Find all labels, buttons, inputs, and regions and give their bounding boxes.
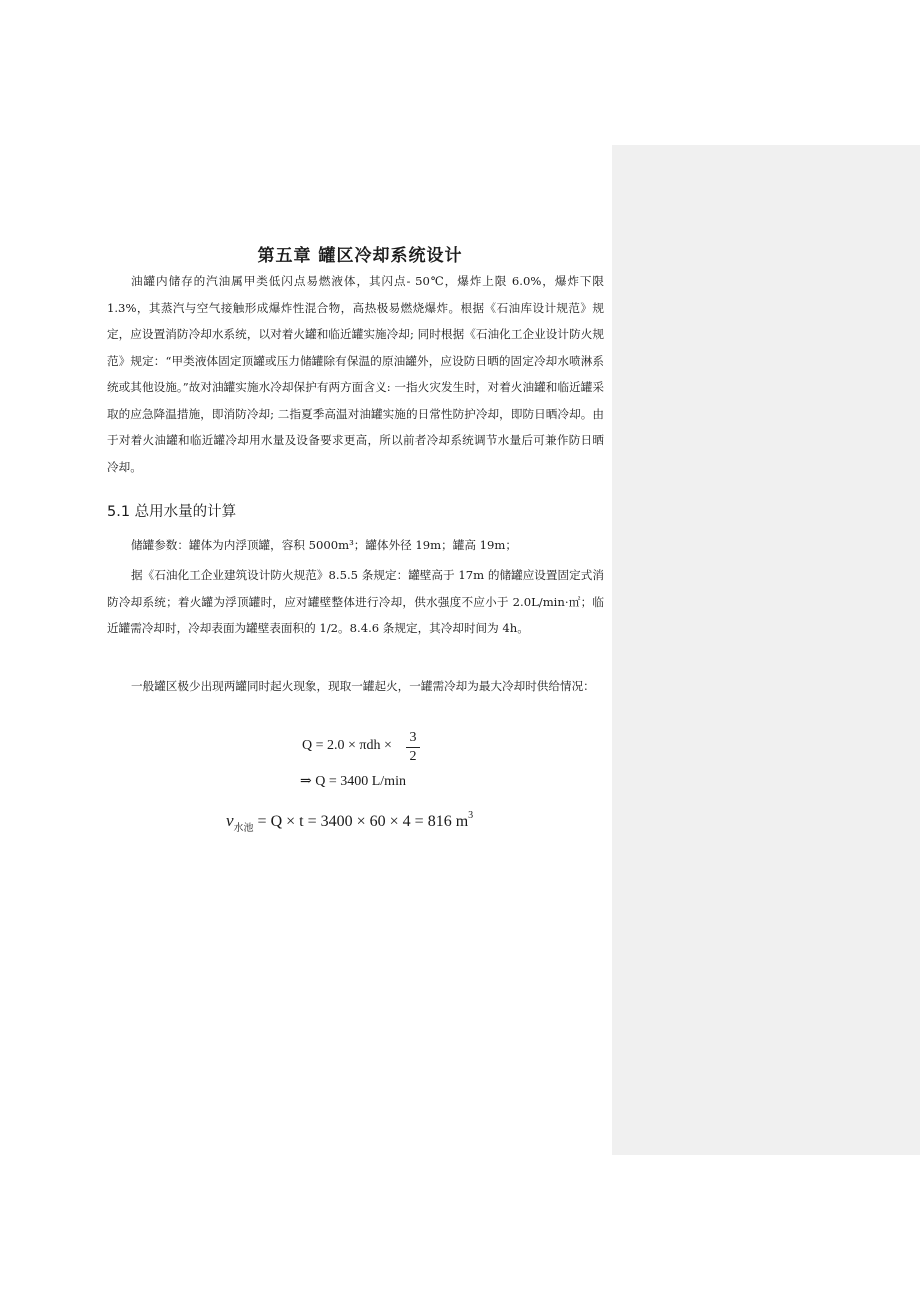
intro-paragraph: 油罐内储存的汽油属甲类低闪点易燃液体，其闪点- 50℃，爆炸上限 6.0%，爆炸下限 1.3%，其蒸汽与空气接触形成爆炸性混合物，高热极易燃烧爆炸。根据《石油库设计规范》规定，应设置消防冷却水系统，以对着火罐和临近罐实施冷却; 同时根据《石油化工企业设计防火规范》规定：“甲类液体固定顶罐或压力储罐除有保温的原油罐外，应设防日晒的固定冷却水喷淋系统或其他设施。”故对油罐实施水冷却保护有两方面含义: 一指火灾发生时，对着火油罐和临近罐采取的应急降温措施，即消防冷却; 二指夏季高温对油罐实施的日常性防护冷却，即防日晒冷却。由于对着火油罐和临近罐冷却用水量及设备要求更高，所以前者冷却系统调节水量后可兼作防日晒冷却。 xyxy=(107,274,604,474)
volume-variable: v xyxy=(226,811,234,830)
volume-subscript: 水池 xyxy=(233,823,254,834)
flow-result-formula: ⇒ Q = 3400 L/min xyxy=(300,774,406,789)
chapter-title: 第五章 罐区冷却系统设计 xyxy=(257,246,463,266)
section-heading: 5.1 总用水量的计算 xyxy=(107,504,237,520)
volume-expression: = Q × t = 3400 × 60 × 4 = 816 m xyxy=(257,813,469,830)
fraction-bar xyxy=(406,747,420,748)
fraction-numerator: 3 xyxy=(409,730,417,745)
fraction xyxy=(406,730,420,765)
volume-unit-exponent: 3 xyxy=(468,810,474,821)
tank-params-paragraph: 储罐参数：罐体为内浮顶罐，容积 5000m³；罐体外径 19m；罐高 19m； xyxy=(131,538,517,552)
flow-formula-lhs: Q = 2.0 × πdh × xyxy=(302,738,392,753)
fraction-denominator: 2 xyxy=(409,749,417,764)
pool-volume-formula xyxy=(226,810,474,834)
comment-pane xyxy=(612,145,920,1155)
case-paragraph: 一般罐区极少出现两罐同时起火现象，现取一罐起火，一罐需冷却为最大冷却时供给情况： xyxy=(131,679,595,693)
regulation-paragraph: 据《石油化工企业建筑设计防火规范》8.5.5 条规定：罐壁高于 17m 的储罐应设置固定式消防冷却系统；着火罐为浮顶罐时，应对罐壁整体进行冷却，供水强度不应小于 2.0L/min·㎡；临近罐需冷却时，冷却表面为罐壁表面积的 1/2。8.4.6 条规定，其冷却时间为 4h。 xyxy=(107,568,604,635)
